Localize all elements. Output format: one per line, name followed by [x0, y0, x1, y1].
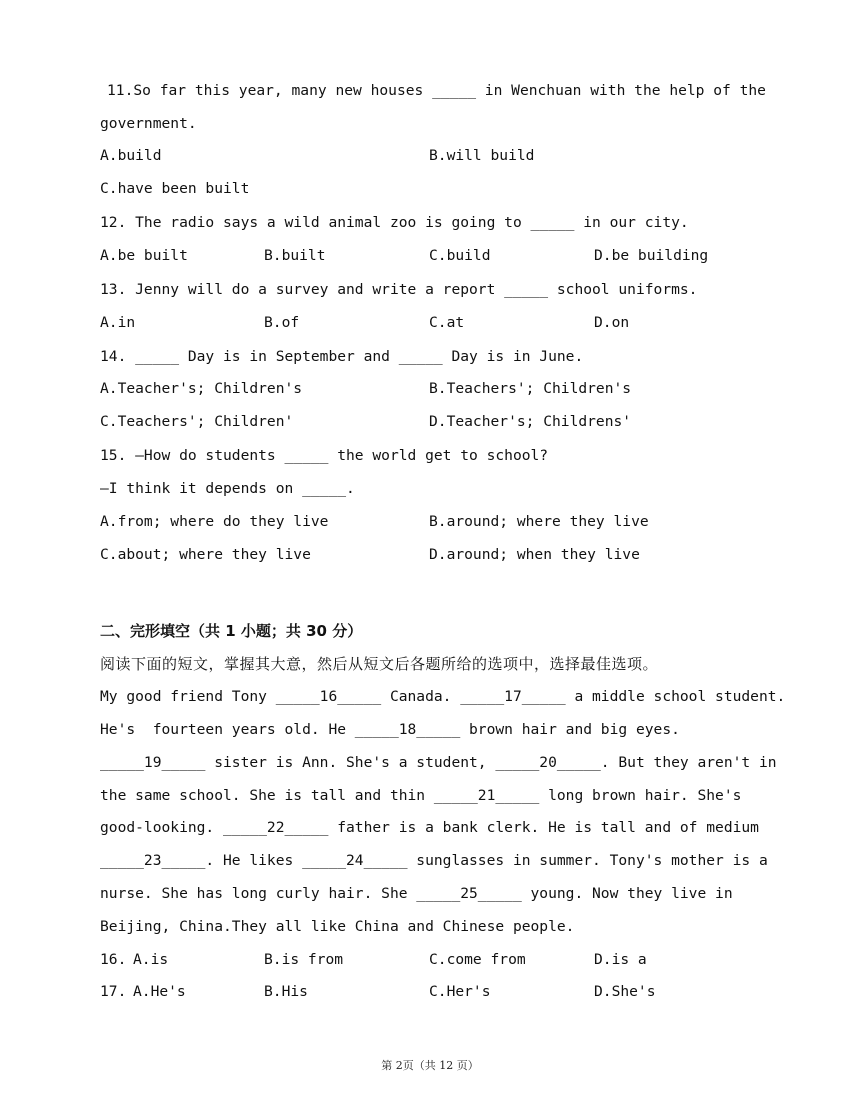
- question-12-option-d: D.be building: [594, 247, 709, 264]
- question-13-option-c: C.at: [429, 314, 465, 331]
- question-13-stem: 13. Jenny will do a survey and write a report _____ school uniforms.: [100, 281, 698, 298]
- question-12-option-a: A.be built: [100, 247, 188, 264]
- question-15-stem-line-2: —I think it depends on _____.: [100, 480, 355, 497]
- question-13-option-b: B.of: [264, 314, 300, 331]
- question-14-option-a: A.Teacher's; Children's: [100, 380, 303, 397]
- item-17-option-d: D.She's: [594, 983, 656, 1000]
- question-15-option-b: B.around; where they live: [429, 513, 649, 530]
- question-15-stem-line-1: 15. —How do students _____ the world get to school?: [100, 447, 549, 464]
- section-instruction: 阅读下面的短文，掌握其大意，然后从短文后各题所给的选项中，选择最佳选项。: [100, 655, 659, 673]
- question-14-option-b: B.Teachers'; Children's: [429, 380, 632, 397]
- question-15-option-a: A.from; where do they live: [100, 513, 329, 530]
- question-14-option-d: D.Teacher's; Childrens': [429, 413, 632, 430]
- passage-line-8: Beijing, China.They all like China and Chinese people.: [100, 918, 575, 935]
- item-16-option-b: B.is from: [264, 951, 344, 968]
- passage-line-2: He's fourteen years old. He _____18_____ brown hair and big eyes.: [100, 721, 680, 738]
- passage-line-7: nurse. She has long curly hair. She _____25_____ young. Now they live in: [100, 885, 733, 902]
- passage-line-4: the same school. She is tall and thin _____21_____ long brown hair. She's: [100, 787, 742, 804]
- item-17-option-a: A.He's: [133, 983, 186, 1000]
- passage-line-1: My good friend Tony _____16_____ Canada. _____17_____ a middle school student.: [100, 688, 786, 705]
- question-11-option-c: C.have been built: [100, 180, 250, 197]
- passage-line-6: _____23_____. He likes _____24_____ sunglasses in summer. Tony's mother is a: [100, 852, 768, 869]
- passage-line-3: _____19_____ sister is Ann. She's a student, _____20_____. But they aren't in: [100, 754, 777, 771]
- question-11-stem-line-1: 11.So far this year, many new houses _____ in Wenchuan with the help of the: [107, 82, 766, 99]
- question-15-option-c: C.about; where they live: [100, 546, 311, 563]
- question-14-option-c: C.Teachers'; Children': [100, 413, 294, 430]
- question-13-option-d: D.on: [594, 314, 630, 331]
- item-17-number: 17.: [100, 983, 127, 1000]
- question-11-stem-line-2: government.: [100, 115, 197, 132]
- question-11-option-a: A.build: [100, 147, 162, 164]
- question-14-stem: 14. _____ Day is in September and _____ Day is in June.: [100, 348, 584, 365]
- page-footer: 第 2页（共 12 页）: [381, 1059, 479, 1072]
- item-17-option-b: B.His: [264, 983, 308, 1000]
- item-16-option-d: D.is a: [594, 951, 647, 968]
- question-12-option-c: C.build: [429, 247, 491, 264]
- question-15-option-d: D.around; when they live: [429, 546, 640, 563]
- question-11-option-b: B.will build: [429, 147, 535, 164]
- question-13-option-a: A.in: [100, 314, 136, 331]
- item-16-option-a: A.is: [133, 951, 169, 968]
- item-17-option-c: C.Her's: [429, 983, 491, 1000]
- section-heading: 二、完形填空（共 1 小题；共 30 分）: [100, 622, 363, 640]
- question-12-option-b: B.built: [264, 247, 326, 264]
- item-16-number: 16.: [100, 951, 127, 968]
- passage-line-5: good-looking. _____22_____ father is a bank clerk. He is tall and of medium: [100, 819, 759, 836]
- item-16-option-c: C.come from: [429, 951, 526, 968]
- question-12-stem: 12. The radio says a wild animal zoo is going to _____ in our city.: [100, 214, 689, 231]
